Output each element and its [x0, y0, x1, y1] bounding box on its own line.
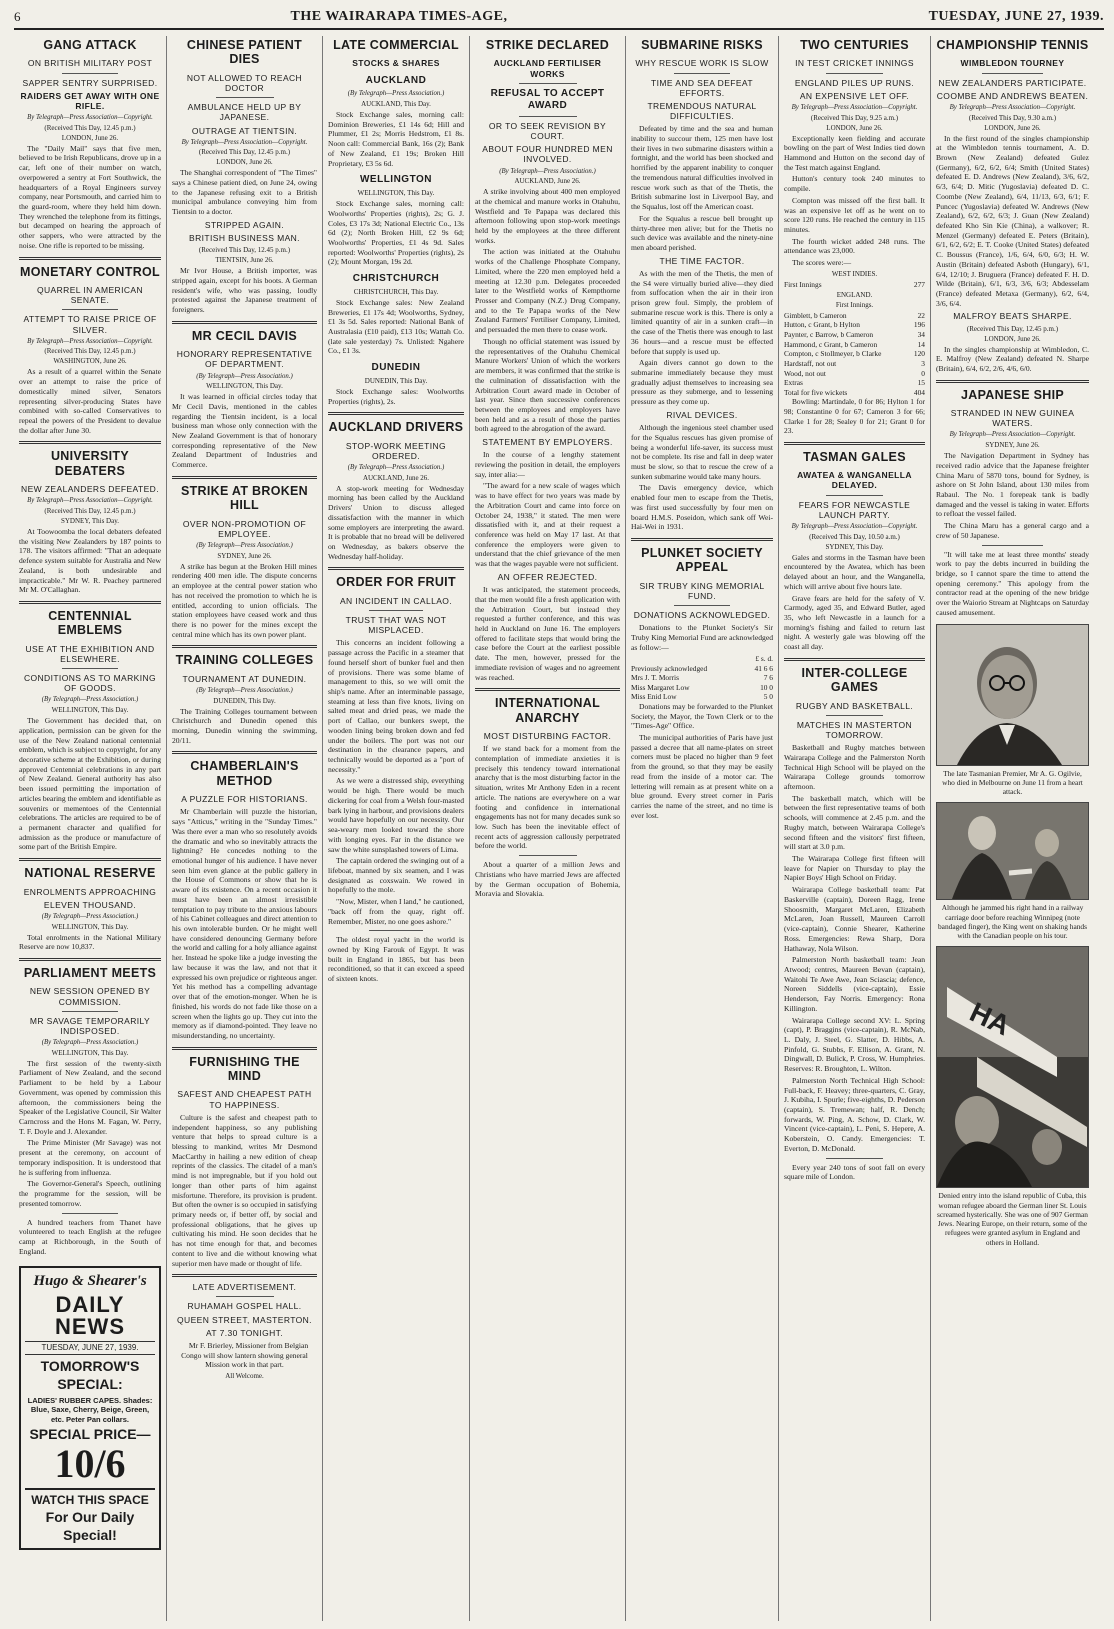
paper-title: THE WAIRARAPA TIMES-AGE,	[290, 9, 508, 24]
advertisement-daily-news	[19, 1266, 161, 1550]
body-paragraph: The captain ordered the swinging out of a lifeboat, manned by six seamen, and I was designated as coxswain. We rowed in hopefully to the mole.	[328, 856, 464, 895]
divider	[62, 309, 119, 310]
cricket-scores	[784, 270, 925, 436]
issue-date: TUESDAY, JUNE 27, 1939.	[928, 9, 1104, 24]
separator	[19, 958, 161, 961]
deck: ATTEMPT TO RAISE PRICE OF SILVER.	[23, 314, 157, 335]
headline-international-anarchy: INTERNATIONAL ANARCHY	[494, 696, 601, 725]
score-total: Total for five wickets 404	[784, 387, 925, 397]
separator	[328, 412, 464, 415]
headline-plunket-society: PLUNKET SOCIETY APPEAL	[641, 546, 763, 575]
place-christchurch: CHRISTCHURCH	[352, 273, 440, 285]
credit: By Telegraph—Press Association—Copyright.	[27, 497, 153, 505]
deck: ENROLMENTS APPROACHING	[23, 886, 157, 897]
body-paragraph: Stock Exchange sales: New Zealand Breweries, £1 17s 4d; Woolworths, Sydney, £1 3s 5d. Sales reported: National Bank of Australasia (£10 paid), £13 10s; Wattah Co. (late sale yesterday) 7s. Unlisted: Ngahere Co., £1 3s.	[328, 297, 464, 356]
headline-national-reserve: NATIONAL RESERVE	[24, 866, 156, 881]
divider	[826, 73, 882, 74]
divider	[62, 73, 119, 74]
credit: By Telegraph—Press Association—Copyright.	[27, 114, 153, 122]
body-paragraph: In the first round of the singles championship at the Wimbledon tennis tournament, A. D. Brown (New Zealand) defeated Gulez (Germany), 6/2, 6/2, 6/4; Smith (United States) defeated E. D. Andrews (New Zealand), 3/6, 6/2, 6/3, 6/4; D. Mitic (Yugoslavia) defeated D. C. Coombe (New Zealand), 6/4, 11/13, 6/3, 6/1; F. Puncec (Yugoslavia) defeated W. Andrews (New Zealand), 6/2, 6/2, 6/3; J. Guan (New Zealand) defeated Kho Sin Kie (China), a walkover; R. Menzel (Germany) defeated E. Peters (Britain), 6/1, 6/2, 6/2; E. T. Cooke (United States) defeated C. Boussus (France), 1/6, 6/4, 6/0, 6/3; H. W. Austin (Britain) defeated Asboth (Hungary), 6/1, 6/4, 12/10; J. Bruguera (France) defeated F. H. D. Wilde (Britain), 6/1, 6/3, 3/6, 6/3; Abdesselam (France) defeated Metaxa (Germany), 6/2, 6/4, 3/6, 6/4.	[936, 133, 1089, 308]
photo-caption: Denied entry into the island republic of Cuba, this woman refugee aboard the German liner St. Louis screamed hysterically. She was one of 907 German Jews. Nearing Europe, on their return, some of the refugees were granted asylum in England and others in Holland.	[937, 1191, 1088, 1247]
headline-two-centuries: TWO CENTURIES	[800, 38, 909, 52]
divider	[982, 73, 1043, 74]
received: (Received This Day, 9.25 a.m.)	[810, 113, 899, 122]
dateline: WELLINGTON, This Day.	[357, 189, 435, 198]
dateline: DUNEDIN, This Day.	[213, 696, 276, 705]
body-paragraph: The Shanghai correspondent of "The Times" says a Chinese patient died, on June 24, owing to the Japanese refusing exit to a British municipal ambulance conveying him from Tientsin to a doctor.	[172, 168, 317, 217]
body-paragraph: The Governor-General's Speech, outlining the programme for the session, will be presented tomorrow.	[19, 1179, 161, 1208]
body-paragraph: As with the men of the Thetis, the men of the S4 were virtually buried alive—they died from suffocation when the air in their iron prison grew foul. Simply, the problem of submarine rescue work is this. There is only a limited quantity of air in a sunken craft—in the case of the Thetis there was enough to last 36 hours—and a rescue must be effected before that supply is used up.	[631, 268, 773, 356]
body-paragraph: Defeated by time and the sea and human inability to succour them, 125 men have lost their lives in two submarine disasters within a fortnight, and the world has been shocked and horrified by the apparent inability to conquer the tremendous natural difficulties involved in rescue work such as that of the Thetis, the British submarine lost in Liverpool Bay, and the Squalus, lost off the American coast.	[631, 124, 773, 212]
body-paragraph: As a result of a quarrel within the Senate over an attempt to raise the price of domestically mined silver, Senators representing silver-producing States have combined with so-called Conservatives to repeal the powers of the President to devalue the dollar after June 30.	[19, 367, 161, 435]
subhead: STATEMENT BY EMPLOYERS.	[482, 437, 613, 448]
separator	[172, 321, 317, 324]
divider	[519, 855, 577, 856]
body-paragraph: As we were a distressed ship, everything would be high. There would be much dickering for coal from a Welsh four-masted bark lying in harbour, and provisions dealers would have hopefully on our necessity. Our sea-weary men looked toward the shore with longing eyes. Far in the distance we saw the white sunsplashed towers of Lima.	[328, 776, 464, 854]
received: (Received This Day, 12.45 p.m.)	[966, 324, 1059, 333]
deck: ENGLAND PILES UP RUNS.	[794, 77, 915, 88]
headline-order-for-fruit: ORDER FOR FRUIT	[336, 575, 456, 590]
body-paragraph: Donations to the Plunket Society's Sir Truby King Memorial Fund are acknowledged as follow:—	[631, 623, 773, 652]
deck: ABOUT FOUR HUNDRED MEN INVOLVED.	[482, 144, 613, 165]
body-paragraph: A strike has begun at the Broken Hill mines rendering 400 men idle. The dispute concerns an employee at the central power station who has not received the promotion to which he is entitled, according to union officials. The station employees have ceased work and thus there is no power for the mines except the central mine which has its own power plant.	[172, 561, 317, 639]
headline-chinese-patient: CHINESE PATIENT DIES	[186, 38, 303, 67]
dateline: CHRISTCHURCH, This Day.	[353, 287, 439, 296]
column-6	[779, 36, 931, 1621]
deck: RAIDERS GET AWAY WITH ONE RIFLE.	[20, 90, 160, 111]
body-paragraph: The Government has decided that, on application, permission can be given for the use of the New Zealand national centennial emblem, which is subject to copyright, for any decorative scheme at the Exhibition, or during approved Centennial celebrations in any part of New Zealand. General authority has also been issued permitting the importation of articles bearing the emblem and identifiable as souvenirs or mementoes of the Centennial celebrations. The articles are required to be of a permanent character and qualified for admission as the produce or manufacture of some part of the British Empire.	[19, 716, 161, 852]
body-paragraph: In the singles championship at Wimbledon, C. E. Malfroy (New Zealand) defeated N. Sharpe (Britain), 6/4, 6/2, 2/6, 4/6, 6/0.	[936, 344, 1089, 373]
credit: (By Telegraph—Press Association.)	[196, 372, 293, 380]
score-row: Extras 15	[784, 378, 925, 388]
received: (Received This Day, 12.45 p.m.)	[198, 148, 291, 157]
svg-text:HA: HA	[965, 996, 1015, 1042]
score-row: Paynter, c Barrow, b Cameron 34	[784, 330, 925, 340]
body-paragraph: About a quarter of a million Jews and Christians who have married Jews are affected by the German occupation of Bohemia, Moravia and Slovakia.	[475, 860, 620, 899]
received: (Received This Day, 10.50 a.m.)	[809, 532, 900, 541]
bowling-figures: Bowling: Martindale, 0 for 86; Hylton 1 for 98; Constantine 0 for 67; Cameron 3 for 66; Clarke 1 for 28; Sealey 0 for 21; Grant 0 for 23.	[784, 397, 925, 436]
separator	[475, 688, 620, 691]
deck: NOT ALLOWED TO REACH DOCTOR	[186, 72, 303, 93]
body-paragraph: "It will take me at least three months' steady work to pay the debts incurred in building the bridge, so I cannot spare the time to attend the opening ceremony." This apology from the contractor read at the opening of the new bridge over the Waiorio Stream at Nightcaps on Saturday caused amusement.	[936, 549, 1089, 617]
ad-date: TUESDAY, JUNE 27, 1939.	[25, 1341, 155, 1355]
deck: STRANDED IN NEW GUINEA WATERS.	[950, 408, 1075, 429]
body-paragraph: In the course of a lengthy statement reviewing the position in detail, the employers say, inter alia:—	[475, 450, 620, 479]
credit: (By Telegraph—Press Association.)	[41, 1039, 139, 1047]
divider	[62, 668, 119, 669]
divider	[519, 83, 577, 84]
deck: WIMBLEDON TOURNEY	[960, 58, 1065, 69]
dateline: SYDNEY, This Day.	[60, 516, 119, 525]
deck: NEW SESSION OPENED BY COMMISSION.	[29, 986, 151, 1007]
body-paragraph: A strike involving about 400 men employed at the chemical and manure works in Otahuhu, Westfield and Te Papapa was declared this afternoon following upon stop-work meetings held by the employees at the three different works.	[475, 187, 620, 245]
deck: STOCKS & SHARES	[352, 58, 440, 69]
headline-monetary-control: MONETARY CONTROL	[20, 264, 160, 279]
body-paragraph: The first session of the twenty-sixth Parliament of New Zealand, and the second Parliament to be held by a Labour Government, was opened by commission this afternoon, the commissioners being the Speaker of the Legislative Council, Sir Walter Carncross and the Hons M. Fagan, W. Perry, T. F. Doyle and J. Alexander.	[19, 1058, 161, 1136]
masthead	[14, 6, 1104, 30]
deck: OR TO SEEK REVISION BY COURT.	[488, 120, 607, 141]
subhead: RIVAL DEVICES.	[666, 409, 738, 420]
credit: By Telegraph—Press Association—Copyright.	[949, 431, 1076, 439]
columns	[14, 36, 1104, 1621]
headline-tasman-gales: TASMAN GALES	[803, 449, 906, 464]
body-paragraph: The municipal authorities of Paris have just passed a decree that all name-plates on street corners must be placed no higher than 9 feet from the ground, so that they may be easily read from the inside of a motor car. The lettering will remain as at present white on a blue ground. Every street corner in Paris carries the name of the street, and no time is ever lost.	[631, 732, 773, 820]
body-paragraph: The Davis emergency device, which enabled four men to escape from the Thetis, was first used successfully by four men on board H.M.S. Poseidon, which sank off Wei-Hai-Wei in 1931.	[631, 483, 773, 532]
body-paragraph: The "Daily Mail" says that five men, believed to be Irish Republicans, drove up in a car, left one of their number on watch, overpowered a sentry at Fort Southwick, the headquarters of a Royal Engineers survey company, near Portsmouth, and carried him to the guard-room, where they held him down. They wrenched the telephone from its fittings, but decamped on hearing the approach of other sappers, who were attracted by the noise. One rifle is reported to be missing.	[19, 143, 161, 250]
headline-late-commercial: LATE COMMERCIAL	[333, 38, 459, 52]
body-paragraph: "The award for a new scale of wages which was to have effect for two years was made by the Arbitration Court and came into force on October 24, 1938," it stated. The men were dissatisfied with it, and at their request a conference was held on May 17 last. At that conference the employers were given to understand that the chief grievance of the men was that the wages payable were not sufficient.	[475, 481, 620, 569]
divider	[369, 610, 423, 611]
body-paragraph: The basketball match, which will be between the first representative teams of both schools, will commence at 2.45 p.m. and the Rugby match, between Wairarapa College's second fifteen and the visitors' first fifteen, will start at 3.0 p.m.	[784, 793, 925, 852]
deck: OUTRAGE AT TIENTSIN.	[191, 125, 298, 136]
body-paragraph: It was learned in official circles today that Mr Cecil Davis, mentioned in the cables regarding the Tientsin incident, is a local business man whose only connection with the New Zealand Government is that of honorary corresponding representative of the New Zealand Department of Industries and Commerce.	[172, 392, 317, 470]
dateline: LONDON, June 26.	[984, 334, 1041, 343]
deck: MATCHES IN MASTERTON TOMORROW.	[796, 719, 913, 740]
credit: By Telegraph—Press Association—Copyright.	[791, 103, 918, 111]
deck: TIME AND SEA DEFEAT EFFORTS.	[651, 77, 753, 98]
body-paragraph: Hutton's century took 240 minutes to compile.	[784, 174, 925, 194]
body-paragraph: The Training Colleges tournament between Christchurch and Dunedin opened this morning, Dunedin winning the swimming, 20/11.	[172, 706, 317, 745]
divider	[826, 715, 882, 716]
dateline: SYDNEY, June 26.	[985, 441, 1040, 450]
deck: SAFEST AND CHEAPEST PATH TO HAPPINESS.	[177, 1089, 312, 1110]
headline-championship-tennis: CHAMPIONSHIP TENNIS	[936, 38, 1089, 52]
body-paragraph: It was anticipated, the statement proceeds, that the men would file a fresh application with the Arbitration Court, but instead they requested a further conference, and this was held in Auckland on June 16. The employers offered to facilitate steps that would bring the case before the Court at the earliest possible date. The men, however, pressed for the immediate revision of wages and no agreement was reached.	[475, 585, 620, 682]
body-paragraph: Gales and storms in the Tasman have been encountered by the Awatea, which has been delayed about an hour, and the Wanganella, which will arrive about five hours late.	[784, 552, 925, 591]
body-paragraph: Total enrolments in the National Military Reserve are now 10,837.	[19, 932, 161, 952]
divider	[216, 97, 274, 98]
body-paragraph: The Prime Minister (Mr Savage) was not present at the ceremony, on account of temporary indisposition. It is understood that he is suffering from influenza.	[19, 1138, 161, 1177]
headline-gang-attack: GANG ATTACK	[43, 38, 137, 52]
donations-header: £ s. d.	[755, 654, 773, 664]
ad-watch: WATCH THIS SPACE	[25, 1488, 155, 1508]
score-row: Wood, not out 0	[784, 368, 925, 378]
headline-submarine-risks: SUBMARINE RISKS	[641, 38, 763, 52]
body-paragraph: The action was initiated at the Otahuhu works of the Challenge Phosphate Company, Limited, where the 220 men employed held a meeting at 12.30 p.m. Delegates proceeded later to the Westfield works of Kempthorne Prosser and Company (N.Z.) Drug Company, and to the Te Papapa works of the New Zealand Farmers' Fertiliser Company, Limited, and persuaded the men there to cease work.	[475, 247, 620, 335]
deck: AUCKLAND FERTILISER WORKS	[493, 58, 602, 79]
separator	[172, 476, 317, 479]
separator	[19, 257, 161, 260]
column-4	[470, 36, 626, 1621]
credit: (By Telegraph—Press Association.)	[41, 696, 139, 704]
subhead: AN OFFER REJECTED.	[497, 571, 598, 582]
team-england: ENGLAND.	[836, 290, 873, 299]
subhead: MALFROY BEATS SHARPE.	[953, 311, 1072, 322]
body-paragraph: Palmerston North Technical High School: Full-back, F. Heavey; three-quarters, C. Gray, J. Kubiha, I. Spurle; five-eighths, D. Pederson (captain), S. Tremewan; half, R. Dench; forwards, W. Ping, A. Schow, D. Clark, W. Vincent (vice-captain), L. Peni, S. Hepere, A. Koberstein, O. Candy. Emergencies: T. Everton, D. McDonald.	[784, 1075, 925, 1153]
deck: QUARREL IN AMERICAN SENATE.	[37, 285, 143, 306]
deck: ELEVEN THOUSAND.	[43, 899, 137, 910]
photo-caption: The late Tasmanian Premier, Mr A. G. Ogilvie, who died in Melbourne on June 11 from a heart attack.	[942, 768, 1083, 797]
dateline: LONDON, June 26.	[61, 133, 119, 142]
score-row: Hutton, c Grant, b Hylton 196	[784, 320, 925, 330]
body-paragraph: Basketball and Rugby matches between Wairarapa College and the Palmerston North Technical High School will be played on the Wairarapa College grounds tomorrow afternoon.	[784, 743, 925, 791]
body-paragraph: The Navigation Department in Sydney has received radio advice that the Japanese freighter China Maru of 5870 tons, bound for Sydney, is ashore on St John Island, about 130 miles from Rabaul. The No. 1 forepeak tank is badly damaged and the vessel is taking in water. Efforts to refloat the vessel failed.	[936, 451, 1089, 519]
deck: FEARS FOR NEWCASTLE LAUNCH PARTY.	[798, 499, 911, 520]
score-row: Hammond, c Grant, b Cameron 14	[784, 339, 925, 349]
body-paragraph: Stock Exchange sales: Woolworths Properties (rights), 2s.	[328, 386, 464, 406]
ad-special-label: SPECIAL PRICE—	[29, 1426, 151, 1443]
deck: A PUZZLE FOR HISTORIANS.	[181, 794, 308, 805]
dateline: SYDNEY, June 26.	[217, 551, 272, 560]
body-paragraph: Wairarapa College second XV: L. Spring (capt), P. Braggins (vice-captain), R. McNab, L. Daly, J. Steel, G. Slatter, D. Hibbs, A. Pinfold, G. Stubbs, F. Ellison, A. Grant, N. Dingwall, D. Bulick, P. Cross, W. Humphries. Reserves: R. Broughton, L. Wilton.	[784, 1015, 925, 1074]
deck: IN TEST CRICKET INNINGS	[795, 58, 914, 69]
divider	[826, 1158, 882, 1159]
dateline: AUCKLAND, June 26.	[362, 473, 430, 482]
ad-item: LADIES' RUBBER CAPES. Shades: Blue, Saxe, Cherry, Beige, Green, etc. Peter Pan collars.	[27, 1395, 153, 1424]
received: (Received This Day, 12.45 p.m.)	[198, 246, 291, 255]
photo-ogilvie	[936, 624, 1089, 766]
body-paragraph: Again divers cannot go down to the submarine immediately because they must gradually adjust themselves to increasing sea pressure as they submerge, and to lessening pressure as they come up.	[631, 358, 773, 407]
ad-title: DAILY NEWS	[55, 1291, 125, 1339]
credit: (By Telegraph—Press Association.)	[347, 90, 445, 98]
received: (Received This Day, 12.45 p.m.)	[44, 507, 136, 515]
page-number: 6	[14, 9, 21, 24]
dateline: WELLINGTON, This Day.	[51, 706, 129, 715]
deck: ON BRITISH MILITARY POST	[27, 58, 153, 69]
deck: OVER NON-PROMOTION OF EMPLOYEE.	[182, 518, 307, 539]
dateline: SYDNEY, This Day.	[825, 542, 884, 551]
donation-row: Mrs J. T. Morris 7 6	[631, 673, 773, 683]
dateline: TIENTSIN, June 26.	[215, 256, 274, 265]
body-paragraph: Exceptionally keen fielding and accurate bowling on the part of West Indies tied down Hammond and Hutton on the second day of the Test match against England.	[784, 133, 925, 172]
headline-broken-hill: STRIKE AT BROKEN HILL	[180, 483, 309, 513]
separator	[784, 442, 925, 445]
ad-tomorrow: TOMORROW'S SPECIAL:	[40, 1357, 140, 1392]
separator	[172, 1274, 317, 1277]
body-paragraph: The oldest royal yacht in the world is owned by King Farouk of Egypt. It was built in England in 1865, but has been reconditioned, so that it can exceed a speed of sixteen knots.	[328, 935, 464, 984]
divider	[216, 1296, 274, 1297]
headline-centennial-emblems: CENTENNIAL EMBLEMS	[48, 608, 132, 638]
divider	[674, 73, 731, 74]
body-paragraph: Wairarapa College basketball team: Pat Baskerville (captain), Doreen Ragg, Irene Shoosmith, Margaret McLaren, Elizabeth McLaren, Joan Russell, Maureen Carroll (vice-captain), Connie Shearer, Katherine Ross. Emergencies: Rewa Sharp, Dora Hathaway, Nola Wilson.	[784, 885, 925, 953]
body-paragraph: Though no official statement was issued by the representatives of the Otahuhu Chemical Manure Workers' Union of which the workers are members, it was confirmed that the strike is the culmination of dissatisfaction with the Arbitration Court award made in October of last year. Since then successive conferences between the employees and employers have been held and as a result of those the parties both agreed to the abrogation of the award.	[475, 336, 620, 434]
body-paragraph: A hundred teachers from Thanet have volunteered to teach English at the refugee camp at Richborough, in the South of England.	[19, 1217, 161, 1256]
body-paragraph: Mr Chamberlain will puzzle the historian, says "Atticus," writing in the "Sunday Times." Was there ever a man who so resolutely avoids the dramatic and who so inevitably attracts the lightning? He concedes nothing to the emotional hunger of his audience. I have never seen him even glance at the public gallery in the House of Commons or show that he is aware of its existence. On a recent occasion it must have been an almost irresistible temptation to pay tribute to the anxious labours of his Cabinet colleagues and direct attention to his own intolerable burden. Or he might well have considered denouncing Germany before the world and calling for a holy alliance against her. Instead he spoke like a judge investing the law because it was the law, and not that it expressed his own prejudice or righteous anger. Yet his method has a compelling advantage over that of the emotion-monger. When he is finished, his words do not fade like those on a screen when the lights go up. They cut into the memory as if diamond-pointed. They leave no misunderstanding, no uncertainty.	[172, 807, 317, 1040]
credit: (By Telegraph—Press Association.)	[41, 912, 139, 920]
separator	[631, 538, 773, 541]
deck: MR SAVAGE TEMPORARILY INDISPOSED.	[29, 1015, 151, 1036]
score-row: First Innings 277	[784, 279, 925, 289]
body-paragraph: The Wairarapa College first fifteen will leave for Napier on Thursday to play the Napier Boys' High School on Friday.	[784, 854, 925, 883]
deck: SAPPER SENTRY SURPRISED.	[22, 77, 158, 88]
deck: AWATEA & WANGANELLA DELAYED.	[797, 470, 912, 491]
separator	[172, 751, 317, 754]
ad-firm-name: Hugo & Shearer's	[33, 1273, 147, 1290]
body-paragraph: Every year 240 tons of soot fall on every square mile of London.	[784, 1162, 925, 1182]
body-paragraph: Compton was missed off the first ball. It was an expensive let off as he went on to score 120 runs. He reached the century in 115 minutes.	[784, 195, 925, 234]
deck: DONATIONS ACKNOWLEDGED.	[633, 610, 771, 621]
deck: USE AT THE EXHIBITION AND ELSEWHERE.	[25, 643, 155, 664]
dateline: WASHINGTON, June 26.	[53, 357, 127, 366]
deck: TRUST THAT WAS NOT MISPLACED.	[345, 615, 447, 636]
headline-university-debaters: UNIVERSITY DEBATERS	[50, 449, 129, 478]
body-paragraph: "Now, Mister, when I land," he cautioned, "back off from the quay, right off. Remember, Mister, no one goes ashore."	[328, 897, 464, 926]
headline-furnishing-mind: FURNISHING THE MIND	[189, 1054, 300, 1084]
late-ad-street: QUEEN STREET, MASTERTON.	[177, 1314, 312, 1325]
received: (Received This Day, 12.45 p.m.)	[44, 347, 136, 356]
divider	[519, 116, 577, 117]
credit: (By Telegraph—Press Association.)	[196, 686, 293, 694]
late-ad-heading: LATE ADVERTISEMENT.	[192, 1282, 297, 1293]
credit: By Telegraph—Press Association—Copyright.	[27, 337, 153, 345]
headline-inter-college: INTER-COLLEGE GAMES	[801, 665, 908, 695]
headline-japanese-ship: JAPANESE SHIP	[960, 387, 1064, 402]
received: (Received This Day, 12.45 p.m.)	[44, 123, 136, 132]
body-paragraph: The fourth wicket added 248 runs. The attendance was 23,000.	[784, 236, 925, 256]
body-paragraph: This concerns an incident following a passage across the Pacific in a steamer that found herself short of bunker fuel and then of provisions. There was some blame of management to this, so we will omit the ship's name. After an interminable passage, steaming at less than five knots, living on salted meat and dried peas, we made the port of Callao, our bunkers swept, the wooden lining being broken down and fed under the boilers. The port was not our destination in the clearance papers, and technically would be deported as a "port of necessity."	[328, 638, 464, 774]
dateline: AUCKLAND, This Day.	[361, 100, 431, 109]
body-paragraph: If we stand back for a moment from the contemplation of immediate anxieties it is precisely this tendency toward international anarchy that is the most disturbing factor in the situation, writes Mr Anthony Eden in a recent article. The nations are everywhere on a war footing and confidence in international engagements has not for many decades sunk so low. Such has been the inevitable effect of recent acts of aggression callously perpetrated before the world.	[475, 744, 620, 851]
donation-row: Previously acknowledged 41 6 6	[631, 663, 773, 673]
deck: TOURNAMENT AT DUNEDIN.	[182, 673, 307, 684]
subhead: THE TIME FACTOR.	[659, 255, 745, 266]
column-3	[323, 36, 470, 1621]
team-west-indies: WEST INDIES.	[831, 269, 878, 278]
donation-row: Miss Margaret Low 10 0	[631, 682, 773, 692]
separator	[19, 601, 161, 604]
credit: By Telegraph—Press Association—Copyright.	[949, 103, 1076, 111]
headline-chamberlain: CHAMBERLAIN'S METHOD	[190, 759, 299, 788]
body-paragraph: At Toowoomba the local debaters defeated the visiting New Zealanders by 187 points to 178. The visitors affirmed: "That an adequate defence system suitable for Australia and New Zealand, is both undesirable and impracticable." Mr W. R. Peachey partnered Mr M. O'Callaghan.	[19, 526, 161, 595]
divider	[826, 495, 882, 496]
late-ad-time: AT 7.30 TONIGHT.	[205, 1327, 284, 1338]
headline-cecil-davis: MR CECIL DAVIS	[191, 328, 298, 343]
dateline: LONDON, June 26.	[216, 158, 273, 167]
body-paragraph: Stock Exchange sales, morning call: Dominion Breweries, £1 14s 6d; Hill and Plummer, £1 2s; Morris Hedstrom, £1 8s. Noon call: Commercial Bank, 16s (2); Bank of New Zealand, £1 19s; Broken Hill Proprietary, £3 5s 6d.	[328, 110, 464, 168]
deck: STOP-WORK MEETING ORDERED.	[345, 440, 447, 461]
body-paragraph: Although the ingenious steel chamber used for the Squalus rescues has given promise of being a wonderful life-saver, its success must not be complete. Its rise and fall in deep water must be slow, so that to rescue the crew of a sunken submarine would take many hours.	[631, 423, 773, 481]
column-5	[626, 36, 779, 1621]
dateline: AUCKLAND, June 26.	[514, 177, 581, 186]
ad-footer: For Our Daily Special!	[45, 1508, 135, 1543]
column-1	[14, 36, 167, 1621]
column-2	[167, 36, 323, 1621]
divider	[982, 545, 1043, 546]
late-advertisement	[172, 1282, 317, 1381]
late-ad-hall: RUHAMAH GOSPEL HALL.	[187, 1301, 302, 1312]
credit: By Telegraph—Press Association—Copyright.	[791, 523, 918, 531]
credit: (By Telegraph—Press Association.)	[347, 464, 445, 472]
deck: SIR TRUBY KING MEMORIAL FUND.	[639, 580, 765, 601]
dateline: WELLINGTON, This Day.	[51, 1048, 129, 1057]
deck: AN INCIDENT IN CALLAO.	[339, 595, 453, 606]
dateline: DUNEDIN, This Day.	[364, 376, 428, 385]
separator	[784, 658, 925, 661]
headline-auckland-drivers: AUCKLAND DRIVERS	[328, 420, 464, 435]
score-row: Gimblett, b Cameron 22	[784, 310, 925, 320]
dateline: LONDON, June 26.	[826, 123, 883, 132]
deck: TREMENDOUS NATURAL DIFFICULTIES.	[647, 100, 757, 122]
body-paragraph: Stock Exchange sales, morning call: Woolworths' Properties (rights), 2s; G. J. Coles, £3 17s 3d; National Electric Co., 13s 6d (2); North Broken Hill, £2 9s 6d; Woolworths' Properties, £1 4s 9d. Sales reported: Woolworths' Properties (rights), 2s (2); Mount Morgan, 19s 2d.	[328, 199, 464, 267]
dateline: WELLINGTON, This Day.	[51, 922, 129, 931]
photo-refugee	[936, 946, 1089, 1188]
late-ad-body: Mr F. Brierley, Missioner from Belgian Congo will show lantern showing general Mission work in that part.	[181, 1341, 309, 1370]
column-7	[931, 36, 1094, 1621]
deck: NEW ZEALANDERS DEFEATED.	[21, 484, 159, 495]
deck: REFUSAL TO ACCEPT AWARD	[490, 87, 605, 111]
donation-row: Miss Enid Low 5 0	[631, 692, 773, 702]
divider	[62, 1011, 119, 1012]
ad-price: 10/6	[54, 1441, 126, 1487]
deck: MOST DISTURBING FACTOR.	[483, 731, 612, 742]
credit: (By Telegraph—Press Association.)	[499, 167, 596, 175]
body-paragraph: Mr Ivor House, a British importer, was stripped again, except for his boots. A German resident's wife, who was passing, loudly protested against the Japanese treatment of foreigners.	[172, 266, 317, 315]
deck: AN EXPENSIVE LET OFF.	[799, 90, 910, 101]
deck: COOMBE AND ANDREWS BEATEN.	[936, 90, 1089, 101]
divider	[369, 930, 423, 931]
divider	[62, 1213, 119, 1214]
divider	[674, 605, 731, 606]
body-paragraph: Donations may be forwarded to the Plunket Society, the Mayor, the Town Clerk or to the "Times-Age" Office.	[631, 701, 773, 731]
body-paragraph: Culture is the safest and cheapest path to independent happiness, so any publishing venture that helps to spread culture is a blessing to mankind, writes Mr Desmond MacCarthy in hailing a new edition of cheap reprints of the classics. The citadel of a man's mind is not impregnable, but if you hold out longer than other parts of him against misfortune. Therefore, its provision is prudent. But often the owner is so occupied in satisfying primary needs or, if better off, by social and professional obligations, that he gives up cultivating his mind. He soon decides that he has not time enough for that, and becomes content to live and die without knowing what superior men have made or thought of life.	[172, 1112, 317, 1268]
photo-king-handshake	[936, 802, 1089, 900]
subhead: BRITISH BUSINESS MAN.	[189, 233, 300, 244]
separator	[328, 567, 464, 570]
place-wellington: WELLINGTON	[359, 174, 433, 186]
deck: RUGBY AND BASKETBALL.	[795, 700, 914, 711]
separator	[19, 858, 161, 861]
place-dunedin: DUNEDIN	[371, 362, 421, 374]
innings-label: First Innings.	[835, 300, 874, 309]
deck: HONORARY REPRESENTATIVE OF DEPARTMENT.	[176, 349, 313, 370]
dateline: WELLINGTON, This Day.	[206, 382, 283, 391]
separator	[172, 645, 317, 648]
headline-parliament-meets: PARLIAMENT MEETS	[23, 965, 157, 980]
score-row: Hardstaff, not out 3	[784, 358, 925, 368]
headline-training-colleges: TRAINING COLLEGES	[175, 653, 314, 668]
deck: CONDITIONS AS TO MARKING OF GOODS.	[23, 673, 157, 694]
credit: By Telegraph—Press Association—Copyright.	[181, 138, 308, 146]
body-paragraph: For the Squalus a rescue bell brought up thirty-three men alive; but for the Thetis no such device was available and the ninety-nine men aboard perished.	[631, 213, 773, 252]
dateline: LONDON, June 26.	[984, 123, 1041, 132]
credit: (By Telegraph—Press Association.)	[196, 542, 293, 550]
deck: NEW ZEALANDERS PARTICIPATE.	[938, 77, 1087, 88]
body-paragraph: A stop-work meeting for Wednesday morning has been called by the Auckland Drivers' Union to discuss alleged dissatisfaction with the manner in which some employers are interpreting the award. It is probable that no bread will be delivered on Wednesday, as bakers observe the Wednesday half-holiday.	[328, 483, 464, 561]
body-paragraph: The China Maru has a general cargo and a crew of 50 Japanese.	[936, 521, 1089, 540]
received: (Received This Day, 9.30 a.m.)	[968, 113, 1057, 122]
photo-caption: Although he jammed his right hand in a railway carriage door before reaching Winnipeg (note bandaged finger), the King went on shaking hands with the Canadian people on his tour.	[937, 903, 1087, 941]
deck: AMBULANCE HELD UP BY JAPANESE.	[187, 102, 302, 123]
subhead: STRIPPED AGAIN.	[204, 219, 285, 230]
score-row: Compton, c Stollmeyer, b Clarke 120	[784, 349, 925, 359]
separator	[19, 441, 161, 444]
separator	[936, 380, 1089, 383]
headline-strike-declared: STRIKE DECLARED	[485, 38, 610, 52]
body-paragraph: Grave fears are held for the safety of V. Carmody, aged 35, and Edward Butler, aged 35, who left Newcastle in a launch for a morning's fishing and failed to return last night. A westerly gale was blowing off the coast all day.	[784, 593, 925, 652]
donations-list	[631, 654, 773, 701]
body-paragraph: Palmerston North basketball team: Jean Atwood; centres, Maureen Bevan (captain), Waitohi Te Awe Awe, Jean Sciascia; defence, Noreen Siddells (vice-captain), Essie Henderson, Fay Norris. Emergency: Rona Killington.	[784, 955, 925, 1013]
separator	[172, 1047, 317, 1050]
late-ad-welcome: All Welcome.	[225, 1372, 264, 1381]
body-paragraph: The scores were:—	[792, 258, 852, 268]
place-auckland: AUCKLAND	[365, 74, 427, 86]
deck: WHY RESCUE WORK IS SLOW	[635, 58, 769, 69]
